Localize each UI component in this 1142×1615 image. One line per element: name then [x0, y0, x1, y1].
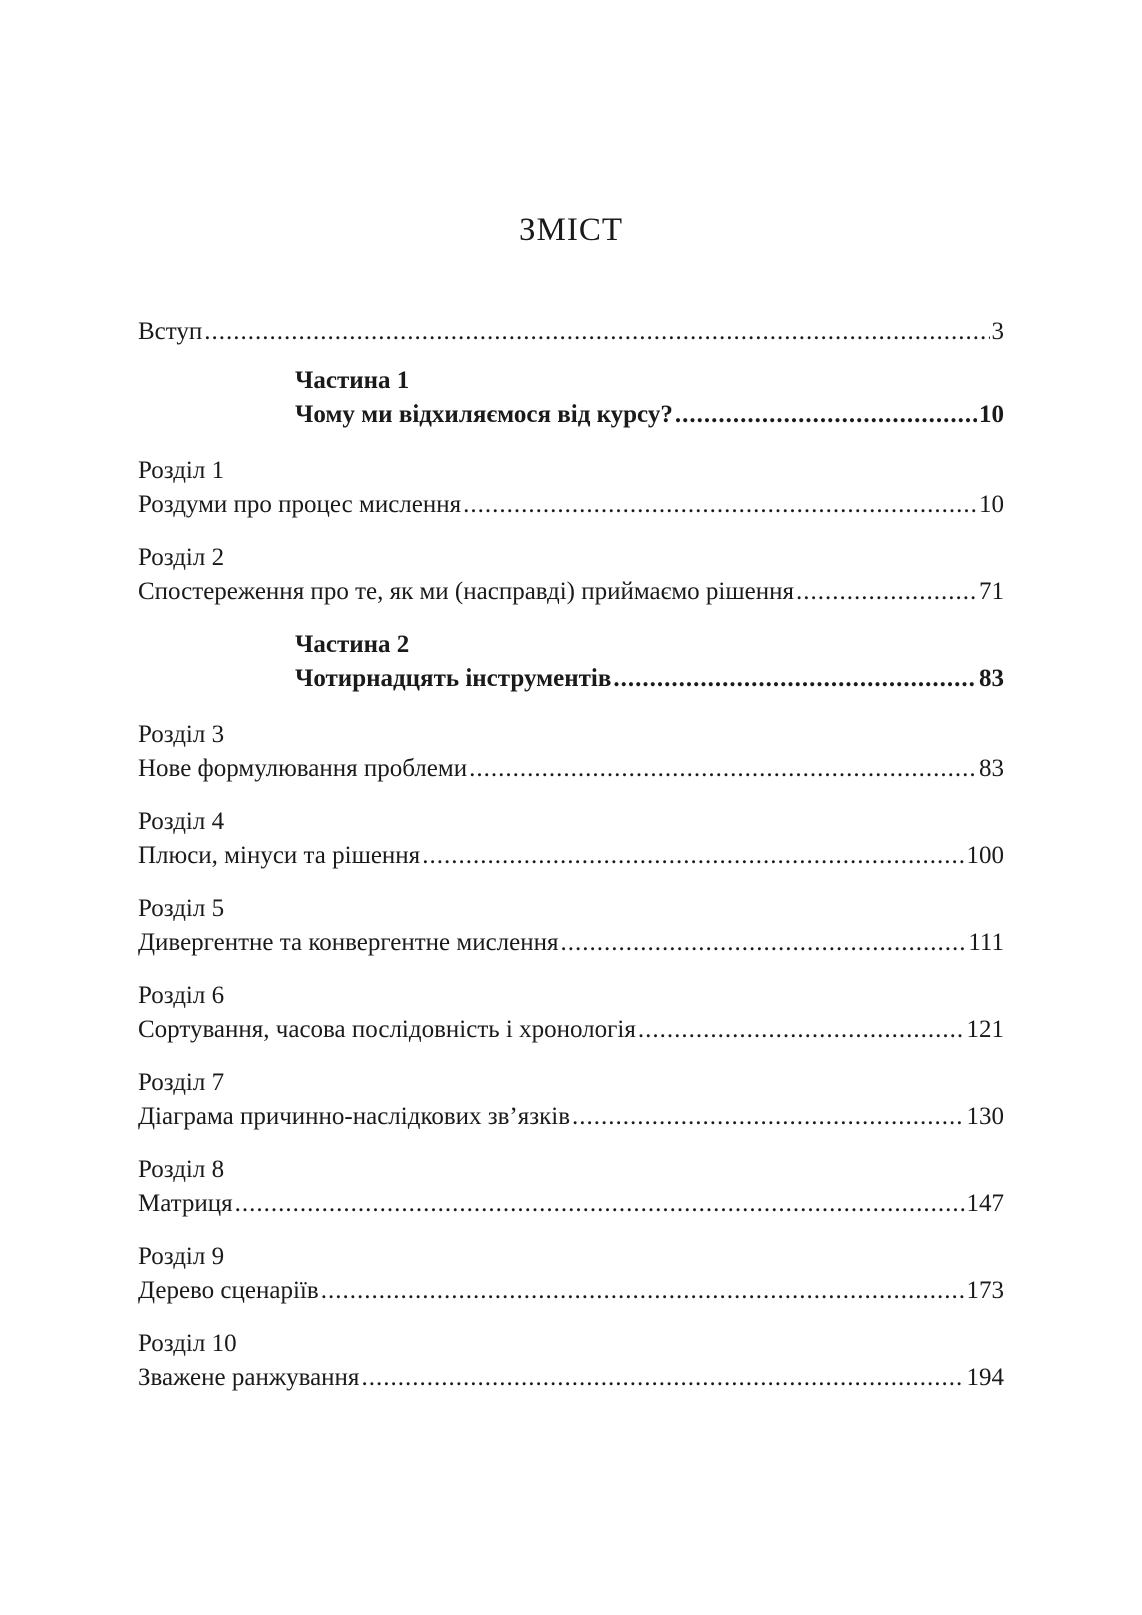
toc-page-number: 83: [979, 755, 1004, 782]
toc-entry-title: Чому ми відхиляємося від курсу?: [295, 401, 673, 428]
dot-leader: [463, 488, 977, 522]
toc-line: [138, 488, 1004, 522]
toc-page-number: 111: [968, 929, 1004, 956]
dot-leader: [321, 1274, 965, 1308]
dot-leader: [422, 839, 964, 873]
toc-chapter-label: Розділ 7: [138, 1069, 225, 1096]
toc-chapter-label: Розділ 6: [138, 982, 225, 1009]
toc-entry-chapter-6: [138, 979, 1004, 1047]
toc-chapter-label: Розділ 1: [138, 457, 225, 484]
toc-line: [295, 398, 1004, 432]
toc-entry-title: Дивергентне та конвергентне мислення: [138, 929, 559, 956]
toc-line: [138, 839, 1004, 873]
toc-entry-chapter-8: [138, 1153, 1004, 1221]
toc-entry-title: Плюси, мінуси та рішення: [138, 842, 421, 869]
dot-leader: [561, 926, 967, 960]
toc-entry-part-1: [138, 364, 1004, 432]
toc-entry-chapter-1: [138, 454, 1004, 522]
toc-entry-chapter-10: [138, 1327, 1004, 1395]
toc-chapter-label: Розділ 8: [138, 1156, 225, 1183]
toc-entry-title: Матриця: [138, 1190, 233, 1217]
toc-page-number: 71: [979, 578, 1004, 605]
dot-leader: [361, 1361, 964, 1395]
toc-line: [138, 1100, 1004, 1134]
toc-entry-title: Спостереження про те, як ми (насправді) приймаємо рішення: [138, 578, 794, 605]
toc-page-number: 121: [966, 1016, 1004, 1043]
dot-leader: [613, 662, 977, 696]
toc-line: [138, 752, 1004, 786]
dot-leader: [572, 1100, 964, 1134]
toc-page-number: 10: [979, 401, 1004, 428]
toc-chapter-label: Розділ 2: [138, 544, 225, 571]
toc-entry-title: Діаграма причинно-наслідкових зв’язків: [138, 1103, 571, 1130]
toc-line: [138, 926, 1004, 960]
dot-leader: [469, 752, 977, 786]
toc-entry-title: Вступ: [138, 318, 203, 345]
toc-chapter-label: Розділ 5: [138, 895, 225, 922]
toc-page-number: 10: [979, 491, 1004, 518]
dot-leader: [796, 575, 977, 609]
toc-page-number: 130: [966, 1103, 1004, 1130]
dot-leader: [235, 1187, 965, 1221]
dot-leader: [675, 398, 977, 432]
toc-line: [138, 1013, 1004, 1047]
toc-entry-title: Роздуми про процес мислення: [138, 491, 462, 518]
toc-page-number: 173: [966, 1277, 1004, 1304]
toc-chapter-label: Розділ 4: [138, 808, 225, 835]
toc-line: [138, 1187, 1004, 1221]
toc-line: [295, 662, 1004, 696]
toc-entry-title: Зважене ранжування: [138, 1364, 360, 1391]
table-of-contents: [138, 315, 1004, 1414]
toc-line: [138, 315, 1004, 349]
toc-entry-chapter-3: [138, 718, 1004, 786]
toc-page-number: 3: [991, 318, 1004, 345]
toc-entry-chapter-4: [138, 805, 1004, 873]
toc-page-number: 83: [979, 665, 1004, 692]
toc-chapter-label: Розділ 9: [138, 1243, 225, 1270]
toc-chapter-label: Розділ 10: [138, 1330, 237, 1357]
toc-entry-intro: [138, 315, 1004, 349]
toc-line: [138, 1274, 1004, 1308]
dot-leader: [204, 315, 989, 349]
dot-leader: [638, 1013, 965, 1047]
toc-entry-chapter-7: [138, 1066, 1004, 1134]
toc-entry-chapter-2: [138, 541, 1004, 609]
toc-entry-part-2: [138, 628, 1004, 696]
toc-line: [138, 575, 1004, 609]
page-title: ЗМІСТ: [518, 212, 624, 248]
toc-entry-title: Дерево сценаріїв: [138, 1277, 319, 1304]
toc-entry-chapter-5: [138, 892, 1004, 960]
toc-part-label: Частина 1: [295, 367, 410, 394]
toc-chapter-label: Розділ 3: [138, 721, 225, 748]
toc-entry-title: Нове формулювання проблеми: [138, 755, 468, 782]
toc-entry-chapter-9: [138, 1240, 1004, 1308]
toc-page-number: 147: [966, 1190, 1004, 1217]
toc-part-label: Частина 2: [295, 631, 410, 658]
toc-entry-title: Сортування, часова послідовність і хронологія: [138, 1016, 636, 1043]
toc-line: [138, 1361, 1004, 1395]
toc-page-number: 100: [966, 842, 1004, 869]
toc-entry-title: Чотирнадцять інструментів: [295, 665, 612, 692]
toc-page-number: 194: [966, 1364, 1004, 1391]
